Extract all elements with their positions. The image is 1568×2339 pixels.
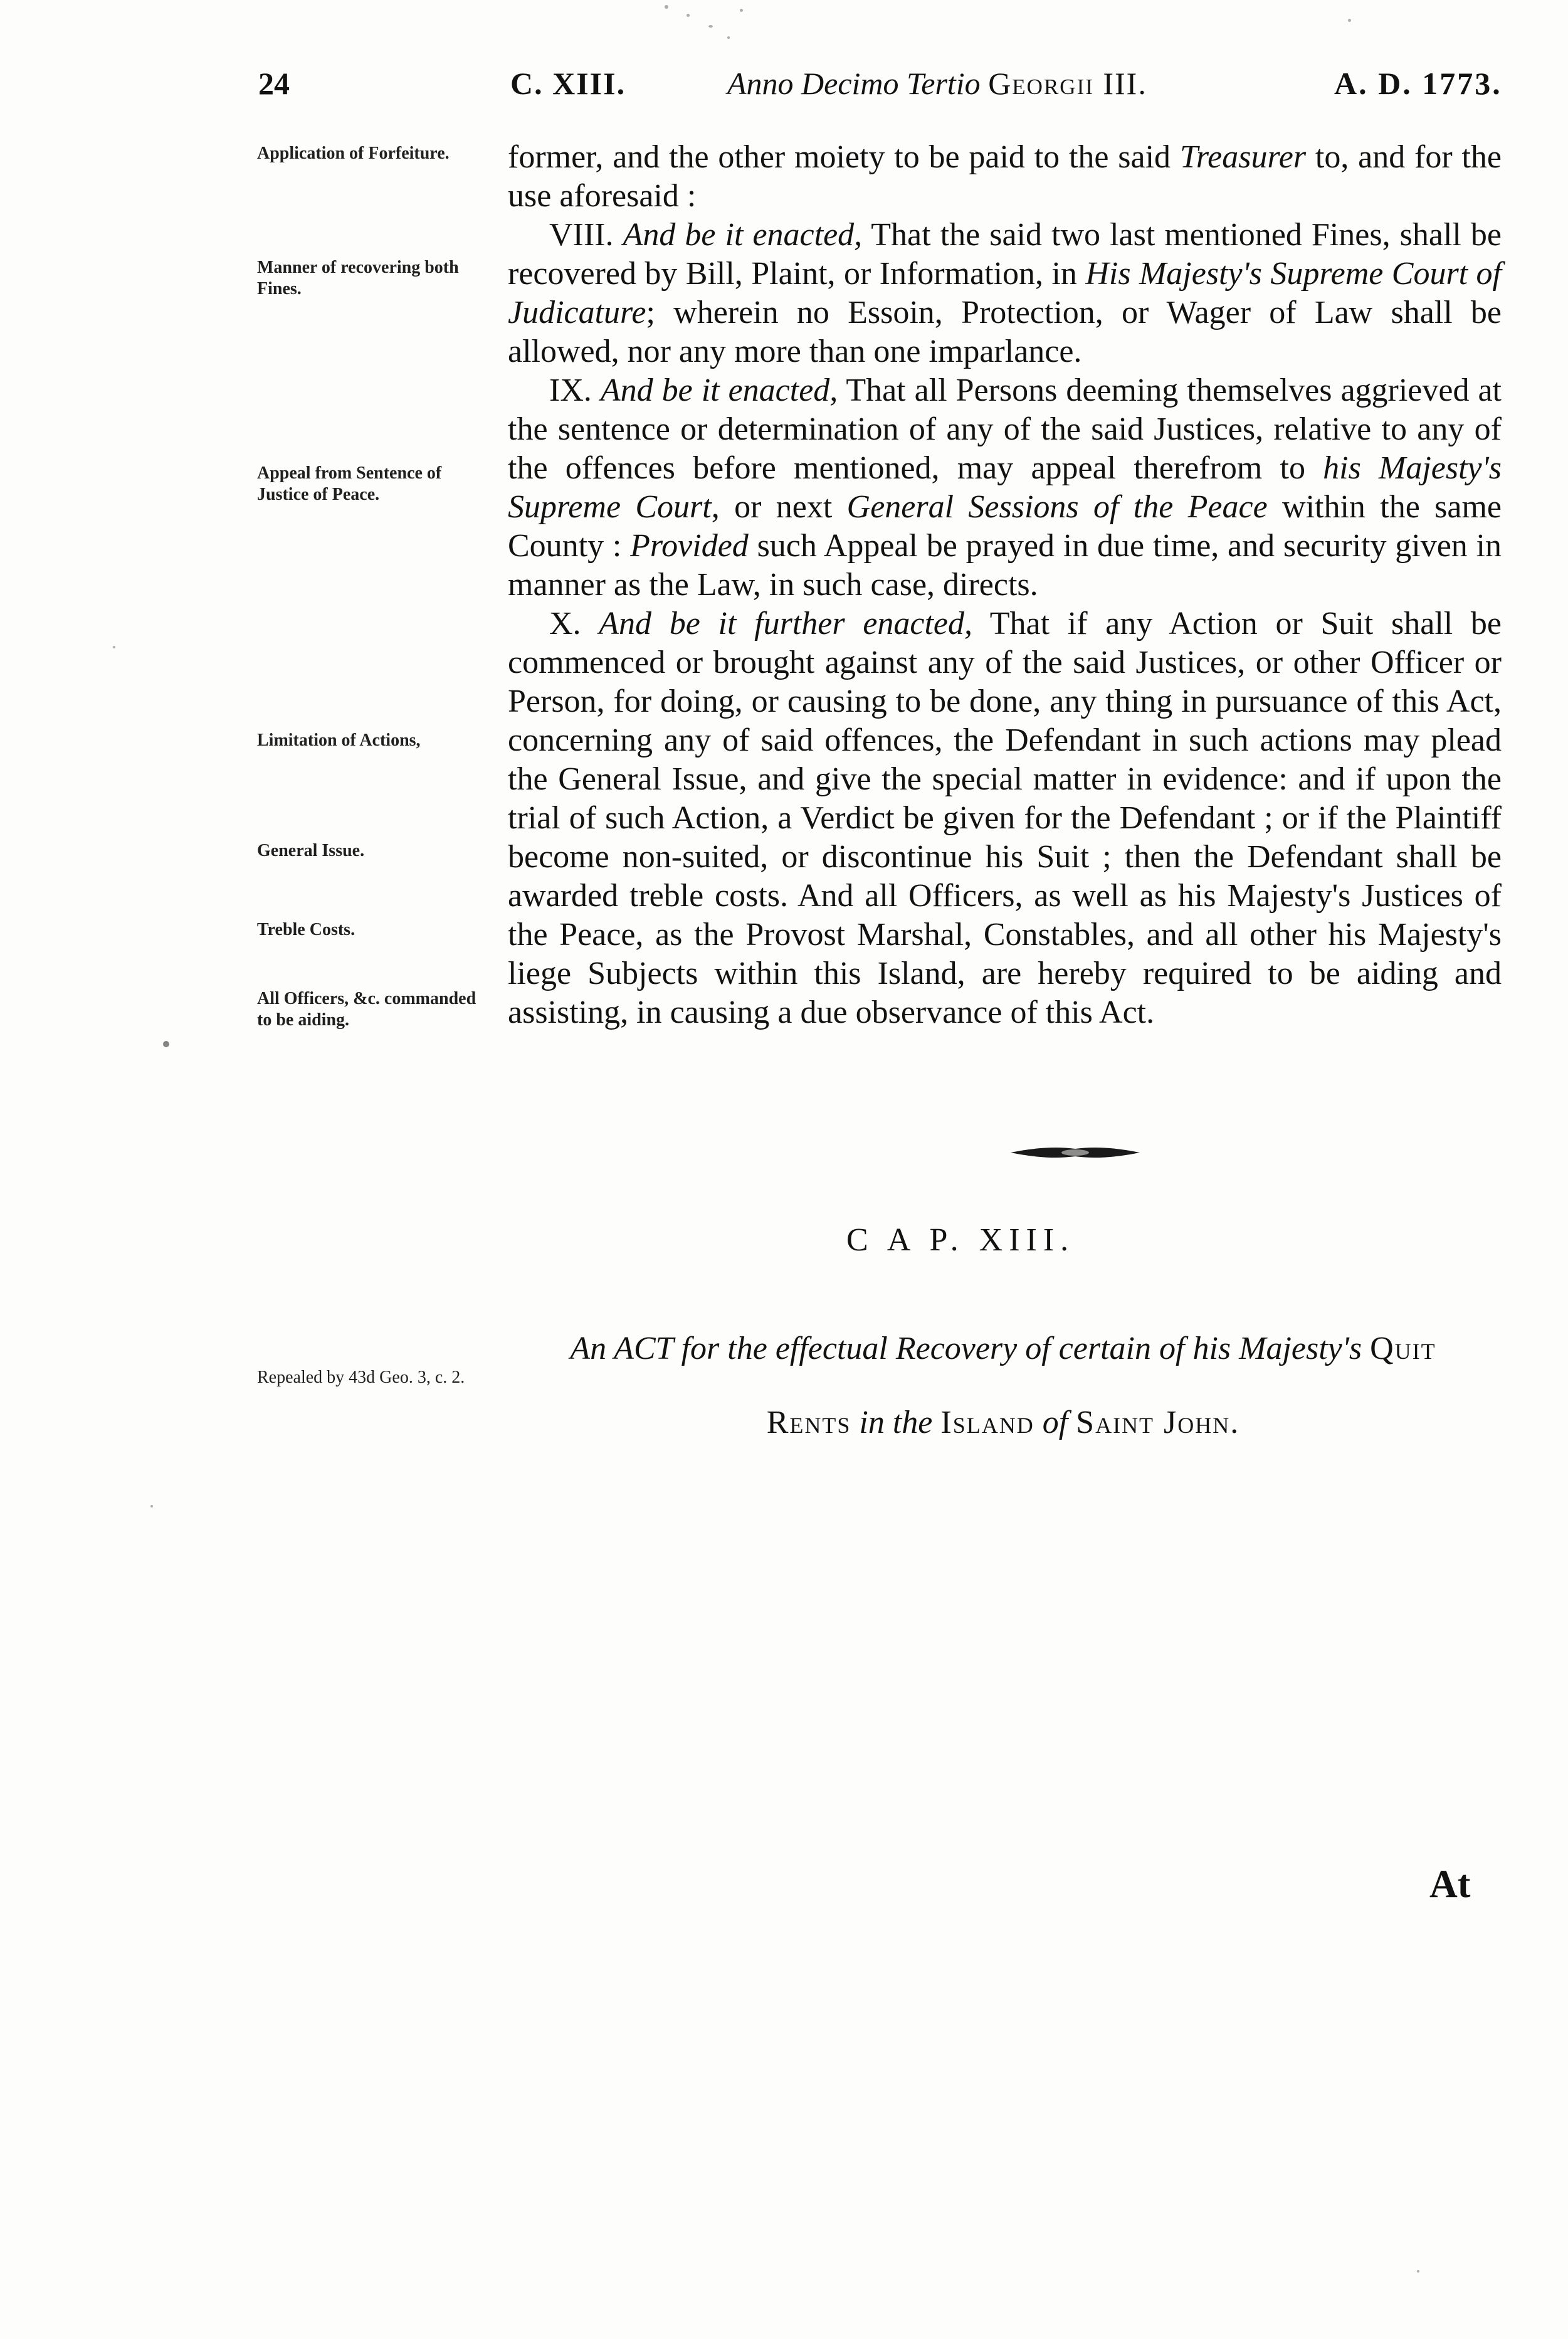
chapter-heading: C A P. XIII. [846,1222,1075,1258]
paragraph-ix [508,371,1502,605]
act-title-line-2 [489,1386,1517,1460]
scan-speckle [708,25,713,28]
scan-speckle [1348,19,1351,22]
margin-note: Repealed by 43d Geo. 3, c. 2. [257,1368,465,1387]
act-title-caps: Saint John. [1076,1405,1240,1440]
scan-speckle [727,36,730,39]
margin-note: Application of Forfeiture. [257,144,450,163]
body-text [508,138,1502,1032]
margin-note: General Issue. [257,841,365,860]
running-head-title-caps: Georgii III. [988,66,1147,101]
ornament-rule [1009,1140,1141,1165]
paragraph-x [508,605,1502,1032]
running-head-chapter: C. XIII. [510,66,626,101]
text-run-italic: Treasurer [1179,139,1307,175]
scan-speckle [1417,2270,1419,2273]
text-run: That the said two last mentioned Fines, shall be recovered by Bill, Plaint, or Information, in [508,217,1502,292]
text-run: within the same County : [508,489,1502,564]
act-title-caps: Quit [1370,1331,1436,1366]
act-title [489,1312,1517,1460]
running-head-year: A. D. 1773. [1334,66,1502,101]
running-head-title-italic: Anno Decimo Tertio [727,66,981,101]
act-title-caps: Island [940,1405,1034,1440]
section-number: X. [549,606,581,642]
text-run: That if any Action or Suit shall be commenced or brought against any of the said Justices, or other Officer or Person, for doing, or causing to be done, any thing in pursuance of this Act, concerning any of said offences, the Defendant in such actions may plead the General Issue, and give the special matter in evidence: and if upon the trial of such Action, a Verdict be given for the Defendant ; or if the Plaintiff become non-suited, or discontinue his Suit ; then the Defendant shall be awarded treble costs. And all Officers, as well as his Majesty's Justices of the Peace, as the Provost Marshal, Constables, and all other his Majesty's liege Subjects within this Island, are hereby required to be aiding and assisting, in causing a due observance of this Act. [508,606,1502,1030]
margin-note: Appeal from Sentence of Justice of Peace. [257,463,442,504]
scan-speckle [665,5,668,9]
paragraph [508,138,1502,216]
scan-speckle [687,14,690,17]
text-run: former, and the other moiety to be paid to the said [508,139,1180,175]
margin-note: All Officers, &c. commanded to be aiding. [257,989,476,1030]
act-title-italic: in the [859,1405,933,1440]
scan-speckle [113,646,115,648]
catchword: At [1429,1863,1471,1906]
act-title-caps: Rents [766,1405,851,1440]
act-title-italic: An ACT for the effectual Recovery of certain of his Majesty's [570,1331,1362,1366]
running-head-title [727,68,1147,99]
margin-note: Treble Costs. [257,920,355,939]
scan-speckle [150,1505,153,1507]
scan-speckle [163,1041,169,1047]
text-run: ; wherein no Essoin, Protection, or Wager of Law shall be allowed, nor any more than one imparlance. [508,295,1502,369]
text-run: to, and for the use aforesaid : [508,139,1502,214]
text-run-italic: his Majesty's Supreme Court [508,450,1502,525]
scan-speckle [740,9,743,12]
section-number: IX. [549,372,592,408]
paragraph-viii [508,216,1502,371]
margin-note: Manner of recovering both Fines. [257,258,459,298]
text-run-italic: And be it enacted, [600,372,838,408]
text-run: , or next [711,489,847,525]
margin-note: Limitation of Actions, [257,731,421,750]
act-title-line-1 [489,1312,1517,1386]
text-run-italic: Provided [630,528,749,564]
act-title-italic: of [1042,1405,1068,1440]
page-number: 24 [258,66,290,101]
text-run: That all Persons deeming themselves aggrieved at the sentence or determination of any of the said Justices, relative to any of the offences before mentioned, may appeal therefrom to [508,372,1502,486]
section-number: VIII. [549,217,614,253]
text-run-italic: His Majesty's Supreme Court of Judicature [508,256,1502,330]
text-run-italic: General Sessions of the Peace [846,489,1268,525]
text-run-italic: And be it enacted, [623,217,863,253]
text-run-italic: And be it further enacted, [599,606,973,642]
text-run: such Appeal be prayed in due time, and security given in manner as the Law, in such case, directs. [508,528,1502,603]
